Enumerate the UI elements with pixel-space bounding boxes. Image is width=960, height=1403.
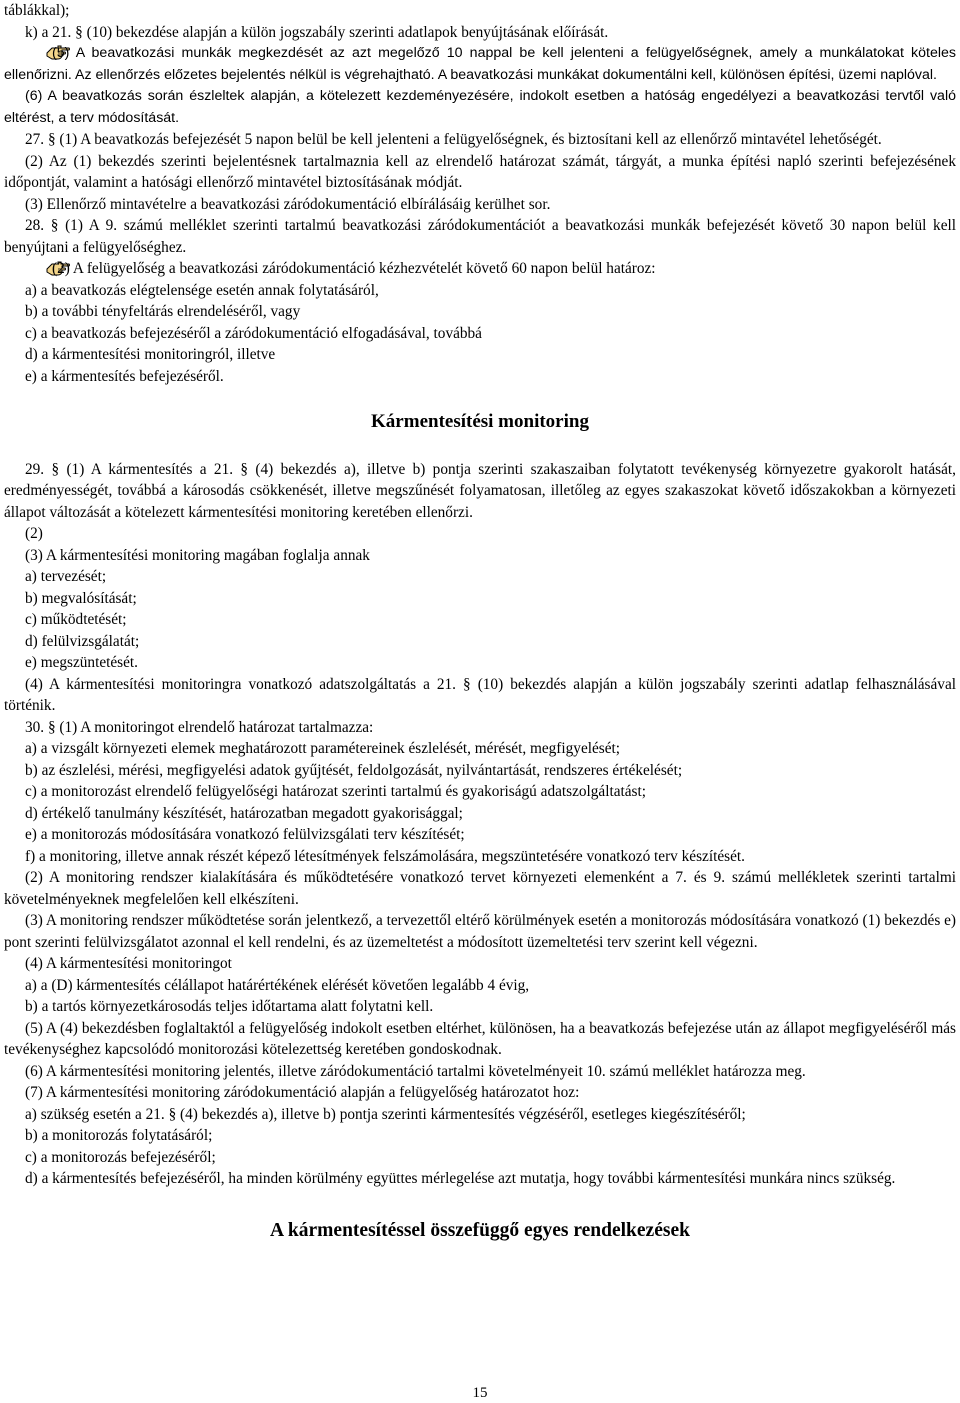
item-30-a: a) a vizsgált környezeti elemek meghatározott paramétereinek észlelését, mérését, megfigyelését; (25, 740, 621, 757)
item-29-e: e) megszüntetését. (25, 654, 138, 671)
item-30-d: d) értékelő tanulmány készítését, határozatban megadott gyakorisággal; (25, 804, 463, 822)
item-28-c: c) a beavatkozás befejezéséről a záródokumentáció elfogadásával, továbbá (25, 324, 482, 342)
item-30-4-b: b) a tartós környezetkárosodás teljes időtartama alatt folytatni kell. (25, 998, 434, 1015)
item-29-d: d) felülvizsgálatát; (25, 632, 140, 650)
item-30-7-c: c) a monitorozás befejezéséről; (25, 1148, 216, 1166)
section-30-2: (2) A monitoring rendszer kialakítására és működtetésére vonatkozó tervet környezeti elemenként a 7. és 9. számú mellékletek szerinti tartalmi követelményeknek megfelelően kell elkészíteni. (4, 869, 956, 908)
para-26-5: (5) A beavatkozási munkák megkezdését az azt megelőző 10 nappal be kell jelenteni a felügyelőségnek, amely a munkálatokat köteles ellenőrizni. Az ellenőrzés előzetes bejelentés nélkül is végrehajtható. A beavatkozási munkákat dokumentálni kell, különösen építési, üzemi naplóval. (4, 45, 956, 83)
para-26-6: (6) A beavatkozás során észleltek alapján, a kötelezett kezdeményezésére, indokolt esetben a hatóság engedélyezi a beavatkozási tervtől való eltérést, a terv módosítását. (4, 88, 956, 126)
item-30-7-b: b) a monitorozás folytatásáról; (25, 1127, 213, 1144)
section-30-7: (7) A kármentesítési monitoring záródokumentáció alapján a felügyelőség határozatot hoz: (25, 1084, 580, 1101)
item-29-b: b) megvalósítását; (25, 589, 137, 607)
section-30-3: (3) A monitoring rendszer működtetése során jelentkező, a tervezettől eltérő körülmények esetén a monitorozás módosítására vonatkozó (1) bekezdés e) pont szerinti felülvizsgálatot azonnal el kell rendelni, és az üzemeltetést a módosított üzemeltetési terv szerint kell végezni. (4, 912, 956, 951)
section-30-4: (4) A kármentesítési monitoringot (25, 955, 232, 972)
section-30-6: (6) A kármentesítési monitoring jelentés, illetve záródokumentáció tartalmi követelményeit 10. számú melléklet határozza meg. (25, 1062, 806, 1080)
item-k: k) a 21. § (10) bekezdése alapján a külön jogszabály szerinti adatlapok benyújtásának előírását. (25, 23, 609, 41)
item-30-f: f) a monitoring, illetve annak részét képező létesítmények felszámolására, megszüntetésére vonatkozó terv készítését. (25, 847, 745, 865)
page-number: 15 (472, 1385, 488, 1401)
item-28-b: b) a további tényfeltárás elrendeléséről, vagy (25, 303, 301, 320)
item-30-7-a: a) szükség esetén a 21. § (4) bekezdés a), illetve b) pontja szerinti kármentesítés végzéséről, esetleges kiegészítéséről; (25, 1105, 746, 1123)
item-29-a: a) tervezését; (25, 568, 107, 585)
line-prev: táblákkal); (4, 2, 70, 19)
section-heading: Kármentesítési monitoring (371, 411, 589, 432)
section-29-1: 29. § (1) A kármentesítés a 21. § (4) bekezdés a), illetve b) pontja szerinti szakaszaiban folytatott tevékenység környezetre gyakorolt hatását, eredményességét, továbbá a károsodás csökkenését, illetve megszűnését folyamatosan, illetőleg az egyes szakaszokat követő időszakokban a környezeti állapot változását a kötelezett kármentesítési monitoring keretében ellenőrzi. (4, 460, 956, 521)
item-30-e: e) a monitorozás módosítására vonatkozó felülvizsgálati terv készítését; (25, 826, 465, 843)
section-29-4: (4) A kármentesítési monitoringra vonatkozó adatszolgáltatás a 21. § (10) bekezdés alapján a külön jogszabály szerinti adatlap felhasználásával történik. (4, 675, 956, 714)
item-30-c: c) a monitorozást elrendelő felügyelőségi határozat szerinti tartalmú és gyakoriságú adatszolgáltatást; (25, 783, 646, 800)
item-30-b: b) az észlelési, mérési, megfigyelési adatok gyűjtését, feldolgozását, nyilvántartását, rendszeres értékelését; (25, 761, 683, 779)
section-30-1: 30. § (1) A monitoringot elrendelő határozat tartalmazza: (25, 718, 374, 736)
section-28-1: 28. § (1) A 9. számú melléklet szerinti tartalmú beavatkozási záródokumentációt a beavatkozási munkák befejezését követő 30 napon belül kell benyújtani a felügyelőséghez. (4, 217, 956, 256)
pointing-hand-icon (25, 260, 50, 276)
item-29-c: c) működtetését; (25, 611, 127, 628)
section-29-3: (3) A kármentesítési monitoring magában foglalja annak (25, 546, 370, 564)
pointing-hand-icon (25, 44, 50, 60)
section-27-2: (2) Az (1) bekezdés szerinti bejelentésnek tartalmaznia kell az elrendelő határozat számát, tárgyát, a munka építési napló szerinti befejezésének időpontját, valamint a hatósági ellenőrző mintavétel biztosításának módját. (4, 152, 956, 191)
section-27-3: (3) Ellenőrző mintavételre a beavatkozási záródokumentáció elbírálásáig kerülhet sor. (25, 195, 551, 213)
item-28-a: a) a beavatkozás elégtelensége esetén annak folytatásáról, (25, 281, 379, 299)
item-28-d: d) a kármentesítési monitoringról, illetve (25, 346, 276, 363)
section-30-5: (5) A (4) bekezdésben foglaltaktól a felügyelőség indokolt esetben eltérhet, különösen, ha a beavatkozás befejezése után az állapot megfigyeléséről más tevékenységhez kapcsolódó monitorozási kötelezettség keretében gondoskodnak. (4, 1019, 956, 1058)
item-30-7-d: d) a kármentesítés befejezéséről, ha minden körülmény együttes mérlegelése azt mutatja, hogy további kármentesítési munkára nincs szükség. (25, 1170, 896, 1187)
section-heading-2: A kármentesítéssel összefüggő egyes rendelkezések (270, 1219, 690, 1241)
item-28-e: e) a kármentesítés befejezéséről. (25, 367, 224, 385)
section-27-1: 27. § (1) A beavatkozás befejezését 5 napon belül be kell jelenteni a felügyelőségnek, és biztosítani kell az ellenőrző mintavétel lehetőségét. (25, 131, 882, 148)
item-30-4-a: a) a (D) kármentesítés célállapot határértékének elérését követően legalább 4 évig, (25, 976, 530, 994)
section-29-2: (2) (25, 525, 43, 542)
section-28-2: (2) A felügyelőség a beavatkozási záródokumentáció kézhezvételét követő 60 napon belül határoz: (4, 258, 956, 280)
